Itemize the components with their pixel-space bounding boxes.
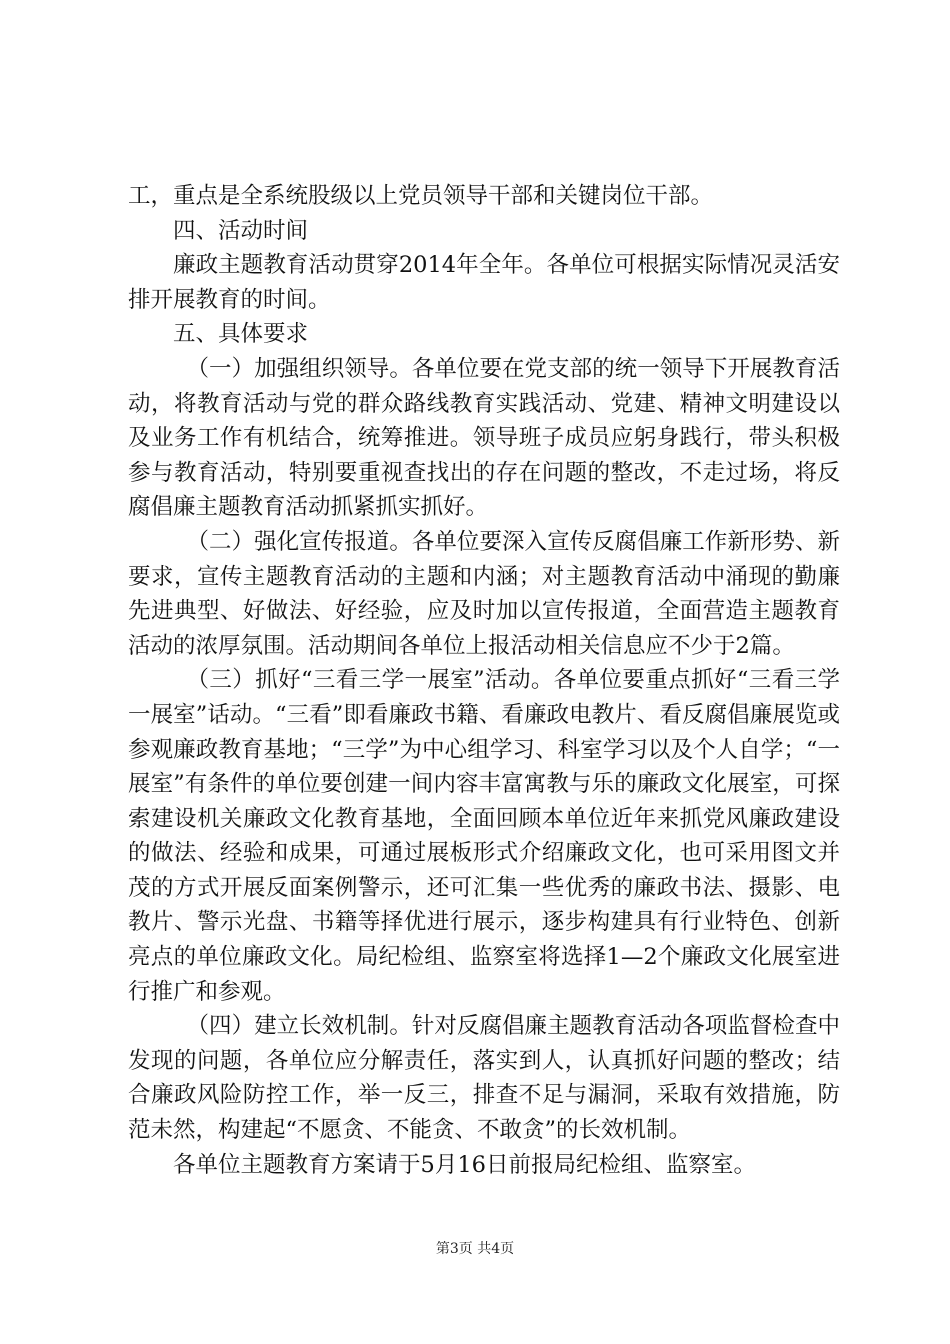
section-heading-requirements: 五、具体要求 bbox=[173, 321, 309, 348]
document-body bbox=[128, 179, 840, 1182]
paragraph-requirement-1: （一）加强组织领导。各单位要在党支部的统一领导下开展教育活动，将教育活动与党的群众路线教育实践活动、党建、精神文明建设以及业务工作有机结合，统筹推进。领导班子成员应躬身践行，带头积极参与教育活动，特别要重视查找出的存在问题的整改，不走过场，将反腐倡廉主题教育活动抓紧抓实抓好。 bbox=[128, 355, 840, 521]
page-number-label: 第3页 共4页 bbox=[435, 1241, 515, 1257]
paragraph-requirement-2: （二）强化宣传报道。各单位要深入宣传反腐倡廉工作新形势、新要求，宣传主题教育活动的主题和内涵；对主题教育活动中涌现的勤廉先进典型、好做法、好经验，应及时加以宣传报道，全面营造主题教育活动的浓厚氛围。活动期间各单位上报活动相关信息应不少于2篇。 bbox=[128, 528, 840, 659]
paragraph-activity-time: 廉政主题教育活动贯穿2014年全年。各单位可根据实际情况灵活安排开展教育的时间。 bbox=[128, 252, 840, 313]
paragraph-continuation: 工，重点是全系统股级以上党员领导干部和关键岗位干部。 bbox=[128, 183, 714, 209]
paragraph-submission-deadline: 各单位主题教育方案请于5月16日前报局纪检组、监察室。 bbox=[173, 1151, 756, 1178]
page-footer bbox=[0, 1238, 950, 1258]
paragraph-requirement-4: （四）建立长效机制。针对反腐倡廉主题教育活动各项监督检查中发现的问题，各单位应分解责任，落实到人，认真抓好问题的整改；结合廉政风险防控工作，举一反三，排查不足与漏洞，采取有效措施，防范未然，构建起“不愿贪、不能贪、不敢贪”的长效机制。 bbox=[128, 1013, 840, 1144]
paragraph-requirement-3: （三）抓好“三看三学一展室”活动。各单位要重点抓好“三看三学一展室”话动。“三看”即看廉政书籍、看廉政电教片、看反腐倡廉展览或参观廉政教育基地；“三学”为中心组学习、科室学习以及个人自学；“一展室”有条件的单位要创建一间内容丰富寓教与乐的廉政文化展室，可探索建设机关廉政文化教育基地，全面回顾本单位近年来抓党风廉政建设的做法、经验和成果，可通过展板形式介绍廉政文化，也可采用图文并茂的方式开展反面案例警示，还可汇集一些优秀的廉政书法、摄影、电教片、警示光盘、书籍等择优进行展示，逐步构建具有行业特色、创新亮点的单位廉政文化。局纪检组、监察室将选择1—2个廉政文化展室进行推广和参观。 bbox=[128, 667, 840, 1005]
section-heading-activity-time: 四、活动时间 bbox=[173, 217, 309, 244]
